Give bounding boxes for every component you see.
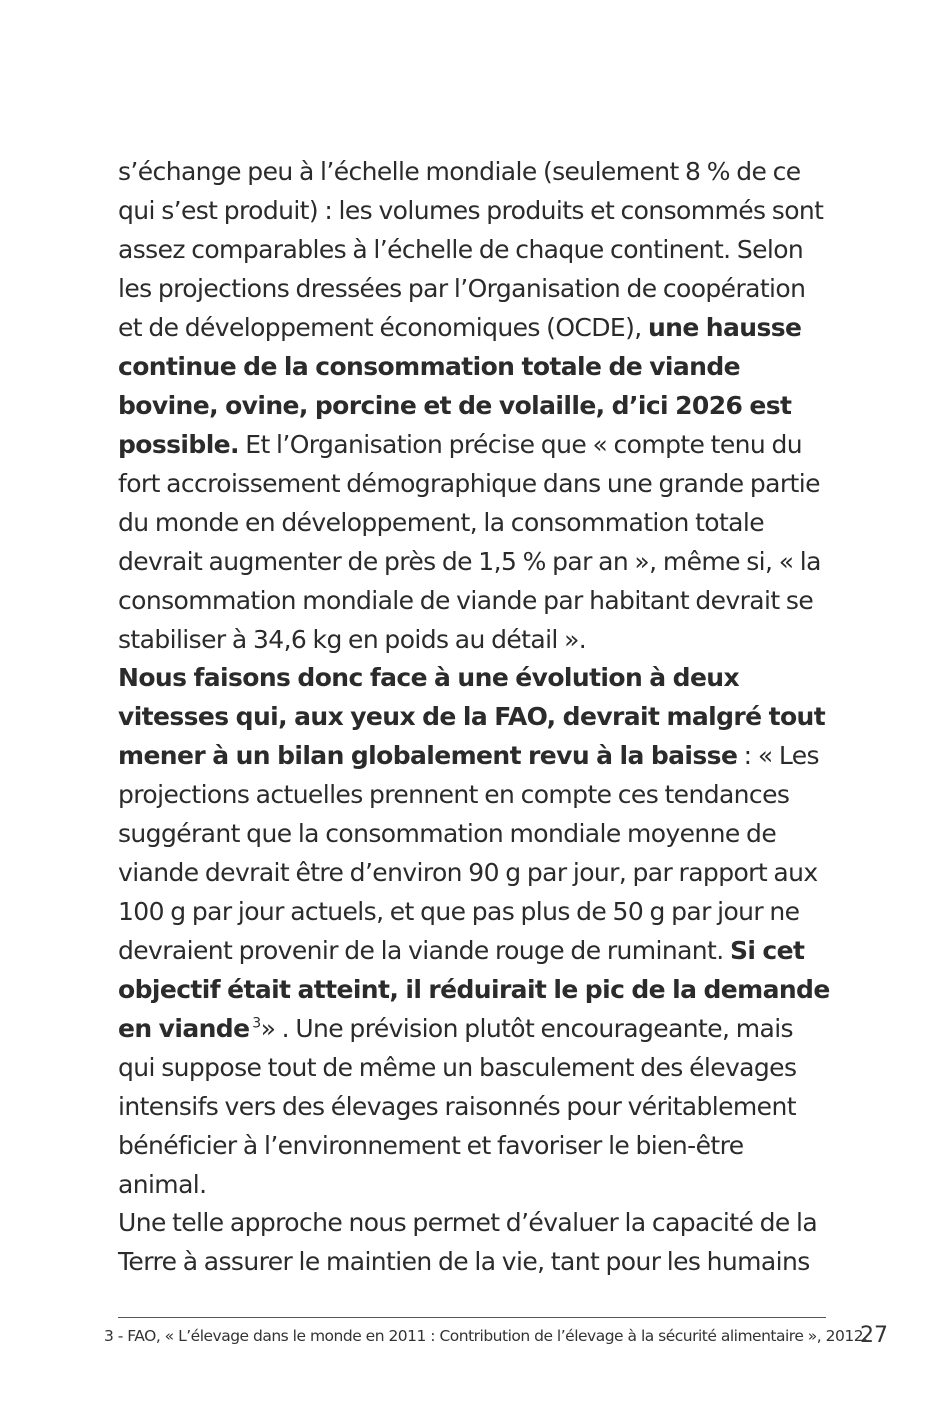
paragraph-1-text-c: Et l’Organisation précise que « compte tenu du fort accroissement démographique dans une grande partie du monde en développement, la consommation totale devrait augmenter de près de 1,5 % par an », même si, « la consommation mondiale de viande par habitant devrait se stabiliser à 34,6 kg en poids au détail ». — [118, 430, 821, 654]
paragraph-1-bold-b: une hausse continue de la consommation totale de viande bovine, ovine, porcine et de volaille, d’ici 2026 est possible. — [118, 313, 802, 459]
body-paragraph-2 — [118, 658, 830, 1204]
paragraph-3-text: Une telle approche nous permet d’évaluer la capacité de la Terre à assurer le maintien de la vie, tant pour les humains — [118, 1208, 818, 1276]
page-number: 27 — [860, 1323, 888, 1348]
body-paragraph-3 — [118, 1203, 830, 1281]
body-paragraph-1 — [118, 152, 830, 659]
paragraph-1-text-a: s’échange peu à l’échelle mondiale (seulement 8 % de ce qui s’est produit) : les volumes produits et consommés sont assez comparables à l’échelle de chaque continent. Selon les projections dressées par l’Organisation de coopération et de développement économiques (OCDE), — [118, 157, 824, 342]
footnote-reference[interactable]: 3 — [249, 1015, 261, 1032]
paragraph-2-text-b: : « Les projections actuelles prennent en compte ces tendances suggérant que la consommation mondiale moyenne de viande devrait être d’environ 90 g par jour, par rapport aux 100 g par jour actuels, et que pas plus de 50 g par jour ne devraient provenir de la viande rouge de ruminant. — [118, 741, 819, 965]
footnote: 3 - FAO, « L’élevage dans le monde en 2011 : Contribution de l’élevage à la sécurité alimentaire », 2012. — [104, 1327, 868, 1345]
paragraph-2-bold-a: Nous faisons donc face à une évolution à deux vitesses qui, aux yeux de la FAO, devrait malgré tout mener à un bilan globalement revu à la baisse — [118, 663, 826, 770]
paragraph-2-bold-c: Si cet objectif était atteint, il réduirait le pic de la demande en viande — [118, 936, 830, 1043]
paragraph-2-text-d: » . Une prévision plutôt encourageante, mais qui suppose tout de même un basculement des élevages intensifs vers des élevages raisonnés pour véritablement bénéficier à l’environnement et favoriser le bien-être animal. — [118, 1014, 797, 1199]
footnote-divider — [118, 1317, 826, 1318]
